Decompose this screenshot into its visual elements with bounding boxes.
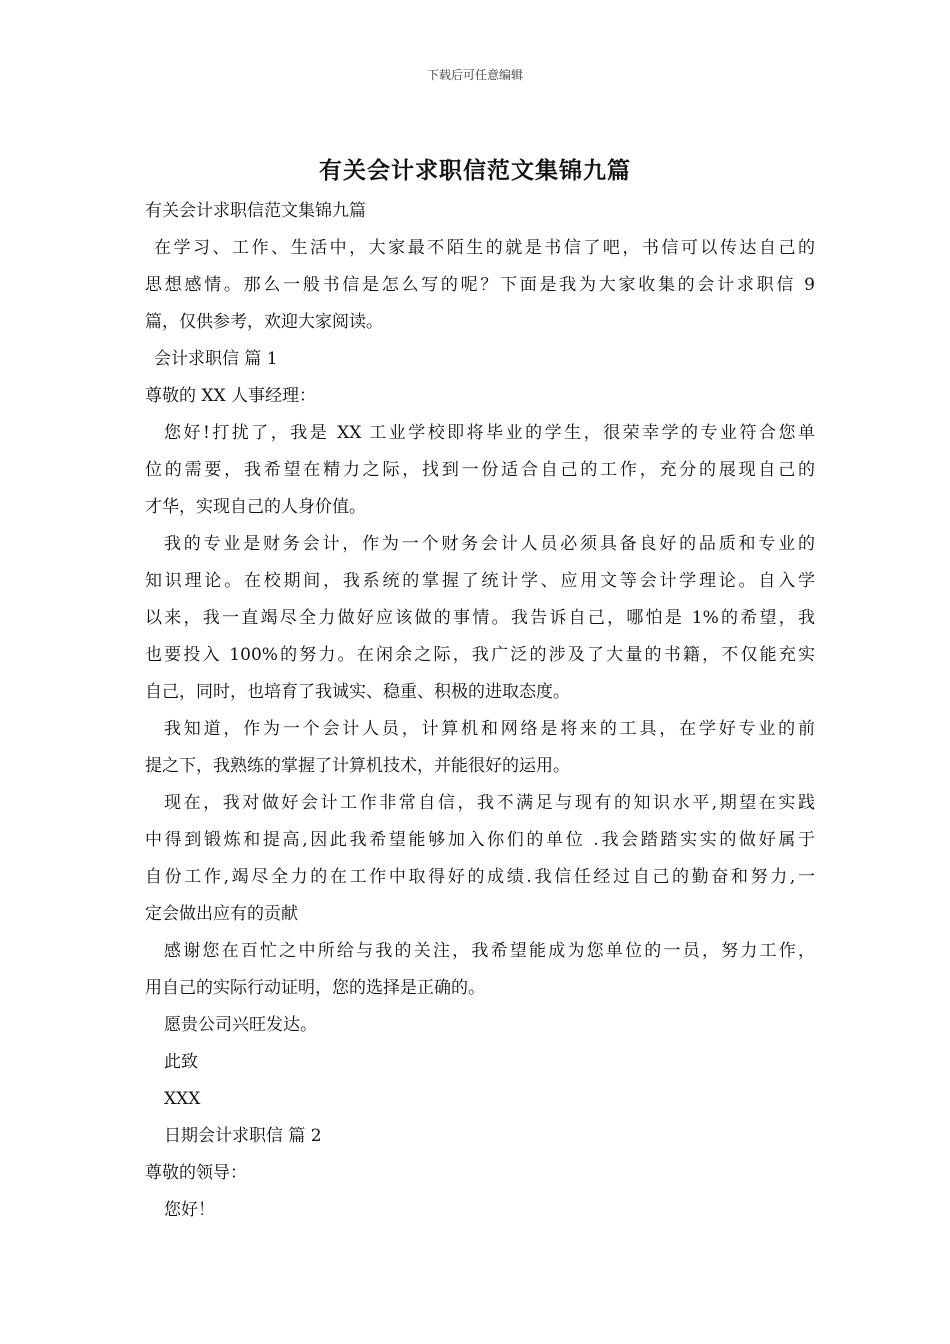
letter-line: 定会做出应有的贡献 bbox=[145, 904, 298, 924]
letter-line: 提之下，我熟练的掌握了计算机技术，并能很好的运用。 bbox=[145, 756, 570, 776]
letter-line: 您好!打扰了，我是 XX 工业学校即将毕业的学生，很荣幸学的专业符合您单 bbox=[164, 423, 815, 443]
letter-line: 我知道，作为一个会计人员，计算机和网络是将来的工具，在学好专业的前 bbox=[164, 719, 815, 739]
salutation: 尊敬的领导： bbox=[145, 1163, 247, 1183]
subtitle-line: 有关会计求职信范文集锦九篇 bbox=[145, 201, 366, 221]
intro-line: 在学习、工作、生活中，大家最不陌生的就是书信了吧，书信可以传达自己的 bbox=[154, 238, 815, 258]
intro-line: 思想感情。那么一般书信是怎么写的呢？下面是我为大家收集的会计求职信 9 bbox=[145, 275, 815, 295]
section-heading: 日期会计求职信 篇 2 bbox=[164, 1126, 322, 1146]
document-title: 有关会计求职信范文集锦九篇 bbox=[319, 157, 631, 184]
salutation: 尊敬的 XX 人事经理： bbox=[145, 386, 317, 406]
letter-line: 也要投入 100%的努力。在闲余之际，我广泛的涉及了大量的书籍，不仅能充实 bbox=[145, 645, 815, 665]
letter-line: 感谢您在百忙之中所给与我的关注，我希望能成为您单位的一员，努力工作， bbox=[164, 941, 815, 961]
letter-line: 用自己的实际行动证明，您的选择是正确的。 bbox=[145, 978, 485, 998]
letter-line: 中得到锻炼和提高,因此我希望能够加入你们的单位 .我会踏踏实实的做好属于 bbox=[145, 830, 815, 850]
signature-line: XXX bbox=[164, 1089, 201, 1109]
letter-line: 您好！ bbox=[164, 1200, 215, 1220]
closing-line: 此致 bbox=[164, 1052, 198, 1072]
letter-line: 我的专业是财务会计，作为一个财务会计人员必须具备良好的品质和专业的 bbox=[164, 534, 815, 554]
letter-line: 才华，实现自己的人身价值。 bbox=[145, 497, 366, 517]
letter-line: 现在，我对做好会计工作非常自信，我不满足与现有的知识水平,期望在实践 bbox=[164, 793, 815, 813]
letter-line: 位的需要，我希望在精力之际，找到一份适合自己的工作，充分的展现自己的 bbox=[145, 460, 815, 480]
letter-line: 知识理论。在校期间，我系统的掌握了统计学、应用文等会计学理论。自入学 bbox=[145, 571, 815, 591]
document-body bbox=[145, 193, 815, 1229]
letter-line: 自己，同时，也培育了我诚实、稳重、积极的进取态度。 bbox=[145, 682, 570, 702]
intro-line: 篇，仅供参考，欢迎大家阅读。 bbox=[145, 312, 383, 332]
closing-line: 愿贵公司兴旺发达。 bbox=[164, 1015, 317, 1035]
letter-line: 自份工作,竭尽全力的在工作中取得好的成绩.我信任经过自己的勤奋和努力,一 bbox=[145, 867, 815, 887]
header-note: 下载后可任意编辑 bbox=[426, 68, 523, 82]
section-heading: 会计求职信 篇 1 bbox=[154, 349, 278, 369]
letter-line: 以来，我一直竭尽全力做好应该做的事情。我告诉自己，哪怕是 1%的希望，我 bbox=[145, 608, 815, 628]
